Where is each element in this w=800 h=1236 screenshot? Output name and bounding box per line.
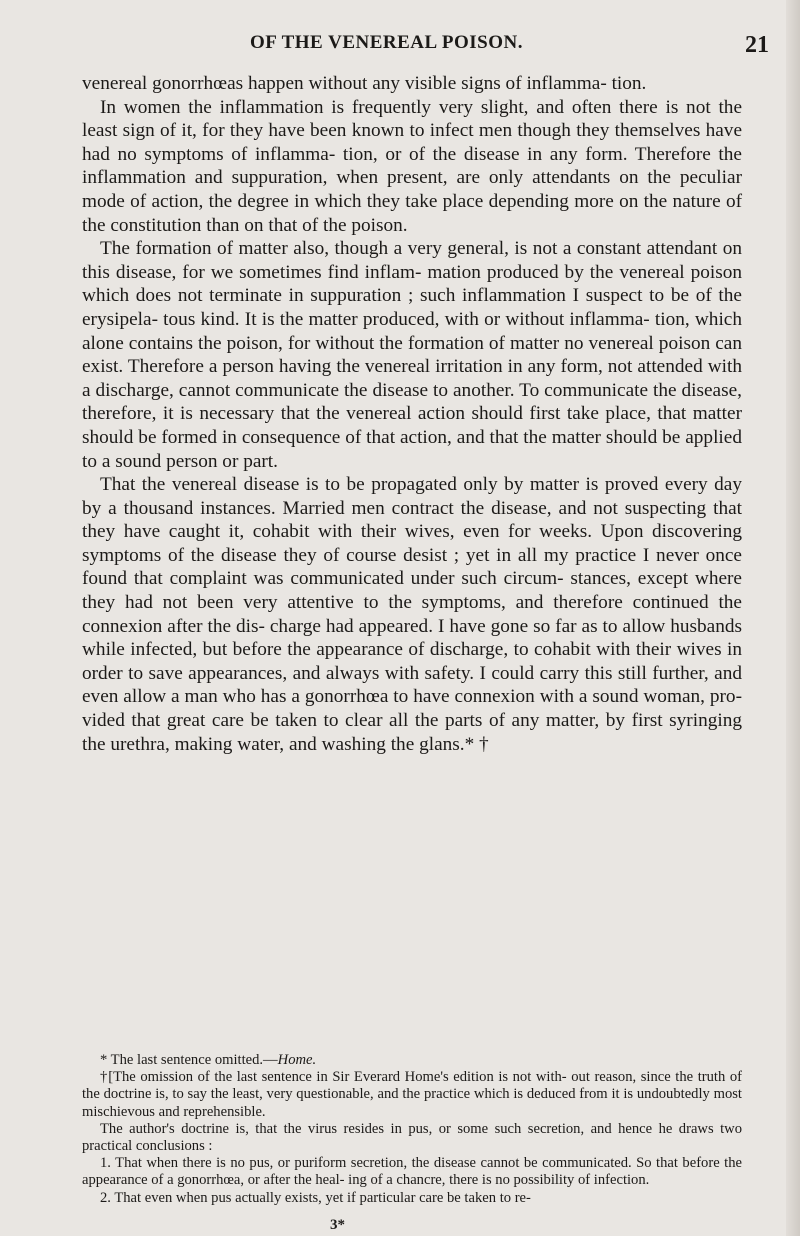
page-edge <box>786 0 800 1236</box>
footnote <box>82 1052 742 1069</box>
footnote: 2. That even when pus actually exists, yet if particular care be taken to re- <box>100 1189 531 1206</box>
body-text <box>82 72 742 756</box>
page-header <box>0 30 800 60</box>
footnote-text: * The last sentence omitted.— <box>100 1052 278 1068</box>
paragraph: venereal gonorrhœas happen without any visible signs of inflamma- tion. <box>82 73 647 94</box>
running-head: OF THE VENEREAL POISON. <box>250 32 523 53</box>
paragraph: That the venereal disease is to be propagated only by matter is proved every day by a thousand instances. Married men contract the disease, and not suspecting that they have caught it, cohabit with their wives, even for weeks. Upon discovering symptoms of the disease they of course desist ; yet in all my practice I never once found that complaint was communicated under such circum- stances, except where they had not been very attentive to the symptoms, and therefore continued the connexion after the dis- charge had appeared. I have gone so far as to allow husbands while infected, but before the appearance of discharge, to cohabit with their wives in order to save appearances, and always with safety. I could carry this still further, and even allow a man who has a gonorrhœa to have connexion with a sound woman, pro- vided that great care be taken to clear all the parts of any matter, by first syringing the urethra, making water, and washing the glans.* † <box>82 474 742 755</box>
paragraph: The formation of matter also, though a very general, is not a constant attendant on this disease, for we sometimes find inflam- mation produced by the venereal poison which does not terminate in suppuration ; such inflammation I suspect to be of the erysipela- tous kind. It is the matter produced, with or without inflamma- tion, which alone contains the poison, for without the formation of matter no venereal poison can exist. Therefore a person having the venereal irritation in any form, not attended with a discharge, cannot communicate the disease to another. To communicate the disease, therefore, it is necessary that the venereal action should first take place, that matter should be formed in consequence of that action, and that the matter should be applied to a sound person or part. <box>82 238 742 472</box>
footnotes <box>82 1052 742 1207</box>
page-number: 21 <box>745 32 769 58</box>
footnote: The author's doctrine is, that the virus resides in pus, or some such secretion, and hence he draws two practical conclusions : <box>82 1120 742 1155</box>
footnote-author: Home. <box>277 1052 317 1068</box>
signature-mark: 3* <box>330 1217 345 1233</box>
footnote: †[The omission of the last sentence in Sir Everard Home's edition is not with- out reason, since the truth of the doctrine is, to say the least, very questionable, and the practice which is deduced from it is undoubtedly most mischievous and reprehensible. <box>82 1069 742 1120</box>
paragraph: In women the inflammation is frequently very slight, and often there is not the least sign of it, for they have been known to infect men though they themselves have had no symptoms of inflamma- tion, or of the disease in any form. Therefore the inflammation and suppuration, when present, are only attendants on the peculiar mode of action, the degree in which they take place depending more on the nature of the constitution than on that of the poison. <box>82 96 742 236</box>
footnote: 1. That when there is no pus, or puriform secretion, the disease cannot be communicated. So that before the appearance of a gonorrhœa, or after the heal- ing of a chancre, there is no possibility of infection. <box>82 1155 742 1189</box>
